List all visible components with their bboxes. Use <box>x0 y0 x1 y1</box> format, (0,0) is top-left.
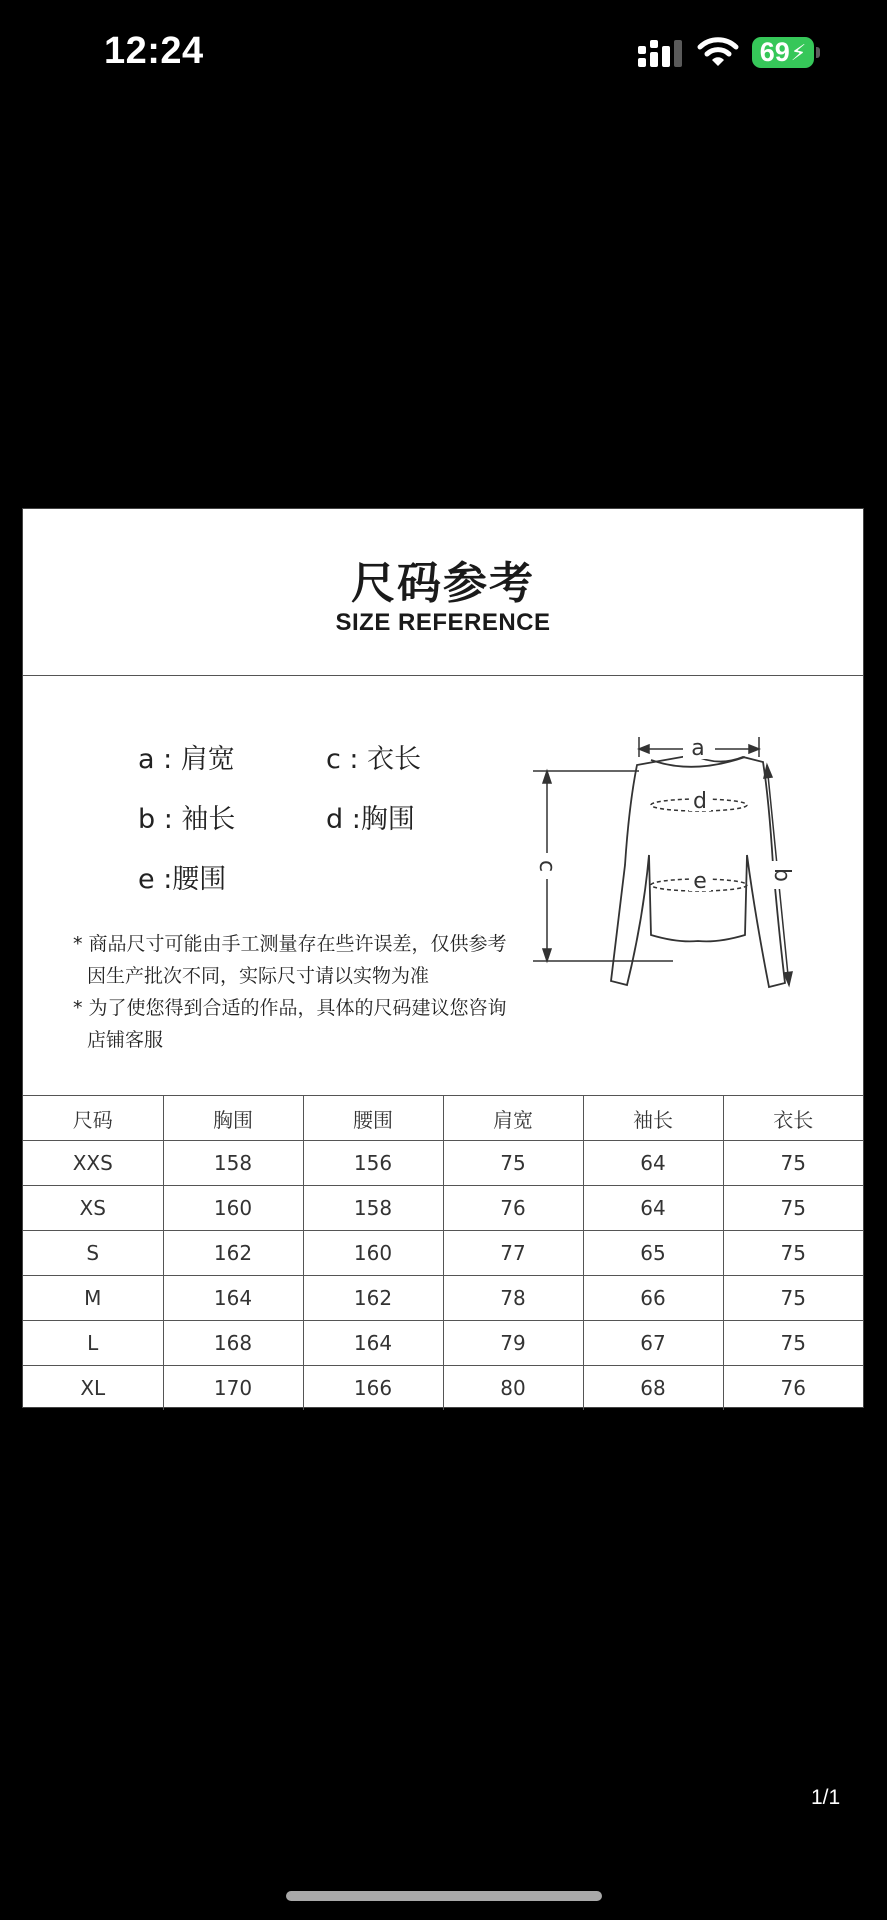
table-header: 衣长 <box>723 1096 863 1141</box>
table-cell: M <box>23 1276 163 1321</box>
table-cell: 170 <box>163 1366 303 1411</box>
table-cell: S <box>23 1231 163 1276</box>
table-cell: 79 <box>443 1321 583 1366</box>
table-header-row <box>23 1096 863 1141</box>
table-cell: XL <box>23 1366 163 1411</box>
battery-indicator <box>752 37 814 68</box>
home-indicator[interactable] <box>286 1891 602 1901</box>
table-cell: 160 <box>163 1186 303 1231</box>
diagram-label-c: c <box>534 859 559 873</box>
table-cell: 78 <box>443 1276 583 1321</box>
table-cell: 80 <box>443 1366 583 1411</box>
note-line-1: * 商品尺寸可能由手工测量存在些许误差，仅供参考 <box>73 933 507 955</box>
table-row <box>23 1366 863 1411</box>
table-cell: 76 <box>443 1186 583 1231</box>
diagram-label-a: a <box>691 736 705 761</box>
note-line-2: 因生产批次不同，实际尺寸请以实物为准 <box>87 965 430 987</box>
table-header: 肩宽 <box>443 1096 583 1141</box>
table-row <box>23 1276 863 1321</box>
legend-sleeve-length: b : 袖长 <box>138 804 236 835</box>
table-cell: 75 <box>723 1141 863 1186</box>
size-chart-subtitle: SIZE REFERENCE <box>335 609 551 636</box>
cellular-signal-icon <box>638 38 686 68</box>
note-line-4: 店铺客服 <box>87 1029 164 1051</box>
table-cell: 164 <box>163 1276 303 1321</box>
size-table <box>23 1095 863 1410</box>
table-cell: 160 <box>303 1231 443 1276</box>
table-header: 胸围 <box>163 1096 303 1141</box>
table-cell: 75 <box>723 1276 863 1321</box>
table-cell: L <box>23 1321 163 1366</box>
battery-level: 69 <box>759 37 790 67</box>
table-cell: XS <box>23 1186 163 1231</box>
table-cell: 75 <box>723 1231 863 1276</box>
table-cell: 75 <box>443 1141 583 1186</box>
table-cell: 164 <box>303 1321 443 1366</box>
table-row <box>23 1231 863 1276</box>
status-bar <box>0 0 887 110</box>
note-line-3: * 为了使您得到合适的作品，具体的尺码建议您咨询 <box>73 997 507 1019</box>
diagram-label-d: d <box>693 789 707 814</box>
size-chart-title: 尺码参考 <box>351 558 535 609</box>
table-row <box>23 1321 863 1366</box>
table-header: 尺码 <box>23 1096 163 1141</box>
table-cell: 168 <box>163 1321 303 1366</box>
page-indicator: 1/1 <box>811 1786 841 1809</box>
table-cell: 158 <box>163 1141 303 1186</box>
table-cell: 68 <box>583 1366 723 1411</box>
size-chart-header <box>23 509 863 676</box>
table-cell: 67 <box>583 1321 723 1366</box>
table-cell: XXS <box>23 1141 163 1186</box>
garment-measurement-diagram <box>533 705 863 1005</box>
legend-bust: d :胸围 <box>326 804 415 835</box>
table-cell: 162 <box>303 1276 443 1321</box>
table-cell: 75 <box>723 1321 863 1366</box>
table-row <box>23 1141 863 1186</box>
battery-cap <box>816 47 820 58</box>
status-time: 12:24 <box>104 30 204 72</box>
table-cell: 65 <box>583 1231 723 1276</box>
legend-length: c : 衣长 <box>326 744 422 775</box>
table-cell: 158 <box>303 1186 443 1231</box>
diagram-label-b: b <box>769 868 794 882</box>
table-row <box>23 1186 863 1231</box>
wifi-icon <box>697 36 739 68</box>
size-reference-image[interactable] <box>22 508 864 1408</box>
table-cell: 75 <box>723 1186 863 1231</box>
table-header: 腰围 <box>303 1096 443 1141</box>
table-cell: 66 <box>583 1276 723 1321</box>
table-header: 袖长 <box>583 1096 723 1141</box>
table-cell: 76 <box>723 1366 863 1411</box>
table-cell: 64 <box>583 1186 723 1231</box>
diagram-label-e: e <box>693 869 707 894</box>
legend-shoulder-width: a : 肩宽 <box>138 744 235 775</box>
table-cell: 64 <box>583 1141 723 1186</box>
table-cell: 162 <box>163 1231 303 1276</box>
table-cell: 77 <box>443 1231 583 1276</box>
bolt-icon: ⚡ <box>790 39 807 65</box>
table-cell: 166 <box>303 1366 443 1411</box>
legend-waist: e :腰围 <box>138 864 227 895</box>
table-cell: 156 <box>303 1141 443 1186</box>
